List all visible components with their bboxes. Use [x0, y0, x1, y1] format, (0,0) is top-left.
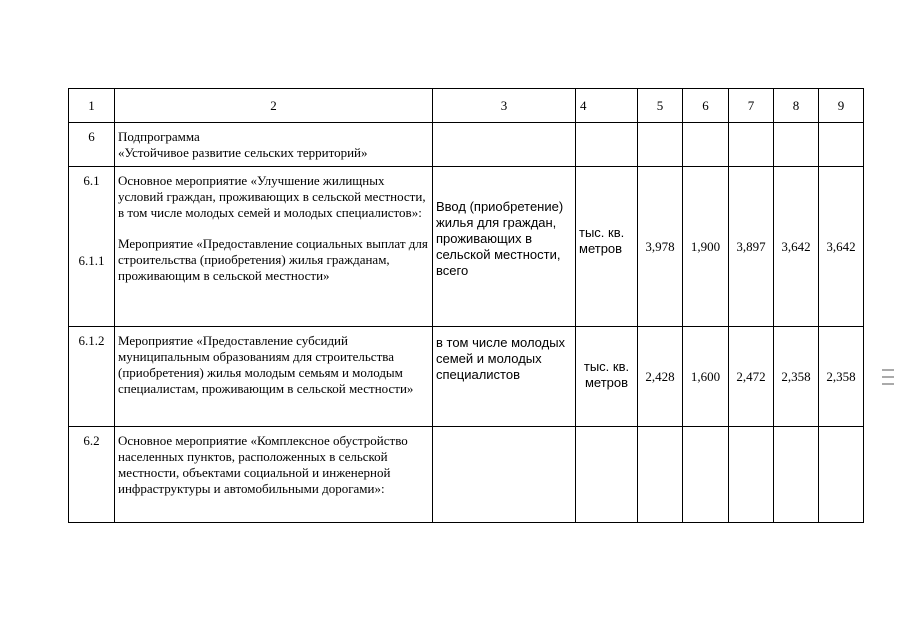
header-cell-3: 3	[433, 89, 576, 123]
unit-cell: тыс. кв. метров	[576, 327, 638, 427]
empty-cell	[683, 123, 729, 167]
empty-cell	[433, 427, 576, 523]
value-cell: 3,642	[774, 167, 819, 327]
indicator-cell: Ввод (приобретение) жилья для граждан, проживающих в сельской местности, всего	[433, 167, 576, 327]
value-cell: 2,358	[774, 327, 819, 427]
value-cell: 3,642	[819, 167, 864, 327]
header-cell-2: 2	[115, 89, 433, 123]
empty-cell	[683, 427, 729, 523]
unit-cell: тыс. кв. метров	[576, 167, 638, 327]
row-number: 6.1.2	[69, 327, 115, 427]
row-number: 6.2	[69, 427, 115, 523]
empty-cell	[819, 427, 864, 523]
activity-text: Мероприятие «Предоставление субсидий муниципальным образованиям для строительства (приобретения) жилья молодым семьям и молодым специалистам, проживающим в сельской местности»	[115, 327, 433, 427]
row-number: 6	[69, 123, 115, 167]
value-cell: 2,428	[638, 327, 683, 427]
subprogram-name: «Устойчивое развитие сельских территорий»	[118, 145, 368, 160]
header-cell-8: 8	[774, 89, 819, 123]
value-cell: 1,900	[683, 167, 729, 327]
header-cell-9: 9	[819, 89, 864, 123]
row-title	[115, 123, 433, 167]
header-cell-6: 6	[683, 89, 729, 123]
empty-cell	[774, 427, 819, 523]
empty-cell	[638, 427, 683, 523]
indicator-cell: в том числе молодых семей и молодых специалистов	[433, 327, 576, 427]
row-number: 6.1	[83, 173, 100, 188]
table-row-6-1	[69, 167, 864, 327]
value-cell: 1,600	[683, 327, 729, 427]
value-cell: 2,472	[729, 327, 774, 427]
empty-cell	[433, 123, 576, 167]
header-row	[69, 89, 864, 123]
empty-cell	[774, 123, 819, 167]
empty-cell	[729, 123, 774, 167]
main-activity-text: Основное мероприятие «Улучшение жилищных условий граждан, проживающих в сельской местности, в том числе молодых семей и молодых специалистов»:	[118, 173, 426, 220]
subprogram-label: Подпрограмма	[118, 129, 200, 144]
table-row-6-2	[69, 427, 864, 523]
empty-cell	[819, 123, 864, 167]
side-margin-mark	[878, 362, 898, 392]
header-cell-5: 5	[638, 89, 683, 123]
indicators-table	[68, 88, 864, 523]
header-cell-7: 7	[729, 89, 774, 123]
empty-cell	[638, 123, 683, 167]
empty-cell	[729, 427, 774, 523]
header-cell-4: 4	[576, 89, 638, 123]
value-cell: 2,358	[819, 327, 864, 427]
value-cell: 3,978	[638, 167, 683, 327]
value-cell: 3,897	[729, 167, 774, 327]
main-activity-text: Основное мероприятие «Комплексное обустройство населенных пунктов, расположенных в сельской местности, объектами социальной и инженерной инфраструктуры и автомобильными дорогами»:	[115, 427, 433, 523]
row-text-cell	[115, 167, 433, 327]
header-cell-1: 1	[69, 89, 115, 123]
sub-row-number: 6.1.1	[78, 253, 105, 268]
table-row-6-1-2	[69, 327, 864, 427]
empty-cell	[576, 427, 638, 523]
row-number-cell	[69, 167, 115, 327]
activity-text: Мероприятие «Предоставление социальных выплат для строительства (приобретения) жилья гражданам, проживающим в сельской местности»	[118, 236, 428, 283]
empty-cell	[576, 123, 638, 167]
table-row-6	[69, 123, 864, 167]
